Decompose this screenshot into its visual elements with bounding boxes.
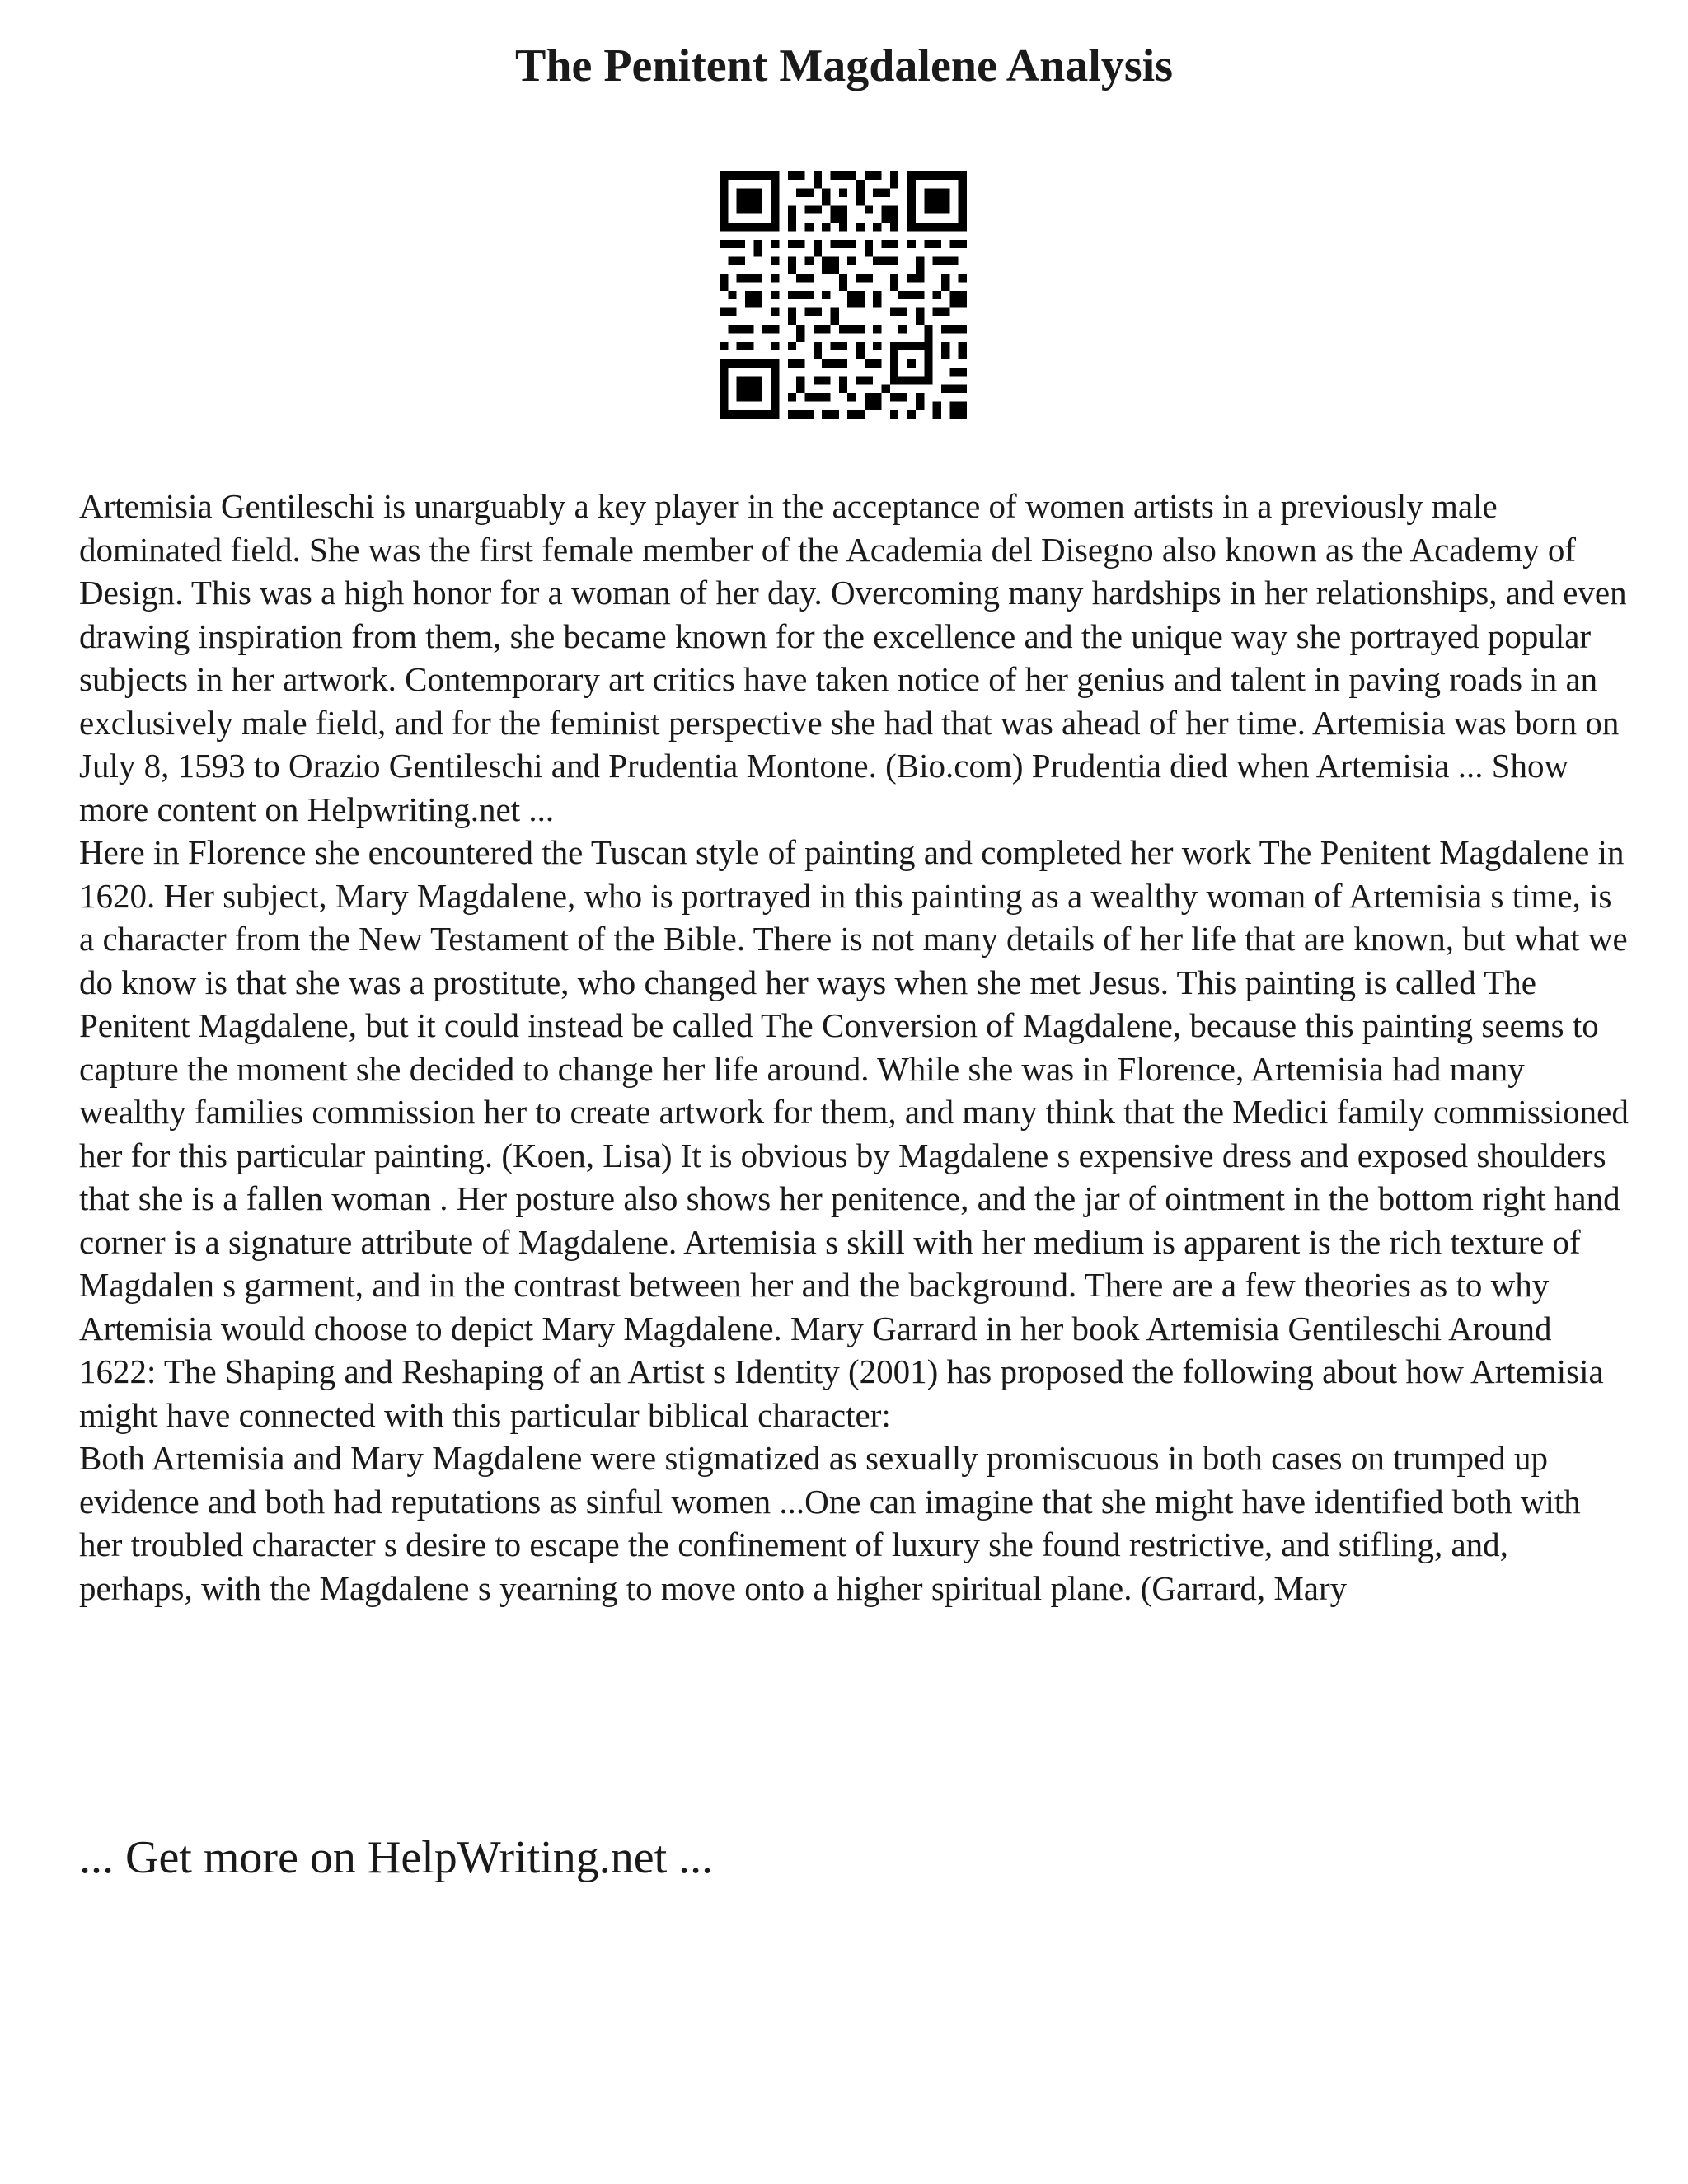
page-title: The Penitent Magdalene Analysis (514, 40, 1174, 91)
block-quote-paragraph: Both Artemisia and Mary Magdalene were stigmatized as sexually promiscuous in both cases on trumped up evidence and both had reputations as sinful women ...One can imagine that she might have identified both with her troubled character s desire to escape the confinement of luxury she found restrictive, and stifling, and, perhaps, with the Magdalene s yearning to move onto a higher spiritual plane. (Garrard, Mary (79, 1439, 1581, 1607)
qr-code-icon (720, 171, 967, 419)
article-body (79, 485, 1629, 1610)
article-paragraph: Artemisia Gentileschi is unarguably a key player in the acceptance of women artists in a previously male dominated field. She was the first female member of the Academia del Disegno also known as the Academy of Design. This was a high honor for a woman of her day. Overcoming many hardships in her relationships, and even drawing inspiration from them, she became known for the excellence and the unique way she portrayed popular subjects in her artwork. Contemporary art critics have taken notice of her genius and talent in paving roads in an exclusively male field, and for the feminist perspective she had that was ahead of her time. Artemisia was born on July 8, 1593 to Orazio Gentileschi and Prudentia Montone. (Bio.com) Prudentia died when Artemisia ... Show more content on Helpwriting.net ... (79, 487, 1627, 828)
get-more-link[interactable]: ... Get more on HelpWriting.net ... (79, 1832, 714, 1883)
article-paragraph: Here in Florence she encountered the Tuscan style of painting and completed her work The Penitent Magdalene in 1620. Her subject, Mary Magdalene, who is portrayed in this painting as a wealthy woman of Artemisia s time, is a character from the New Testament of the Bible. There is not many details of her life that are known, but what we do know is that she was a prostitute, who changed her ways when she met Jesus. This painting is called The Penitent Magdalene, but it could instead be called The Conversion of Magdalene, because this painting seems to capture the moment she decided to change her life around. While she was in Florence, Artemisia had many wealthy families commission her to create artwork for them, and many think that the Medici family commissioned her for this particular painting. (Koen, Lisa) It is obvious by Magdalene s expensive dress and exposed shoulders that she is a fallen woman . Her posture also shows her penitence, and the jar of ointment in the bottom right hand corner is a signature attribute of Magdalene. Artemisia s skill with her medium is apparent is the rich texture of Magdalen s garment, and in the contrast between her and the background. There are a few theories as to why Artemisia would choose to depict Mary Magdalene. Mary Garrard in her book Artemisia Gentileschi Around 1622: The Shaping and Reshaping of an Artist s Identity (2001) has proposed the following about how Artemisia might have connected with this particular biblical character: (79, 833, 1629, 1434)
